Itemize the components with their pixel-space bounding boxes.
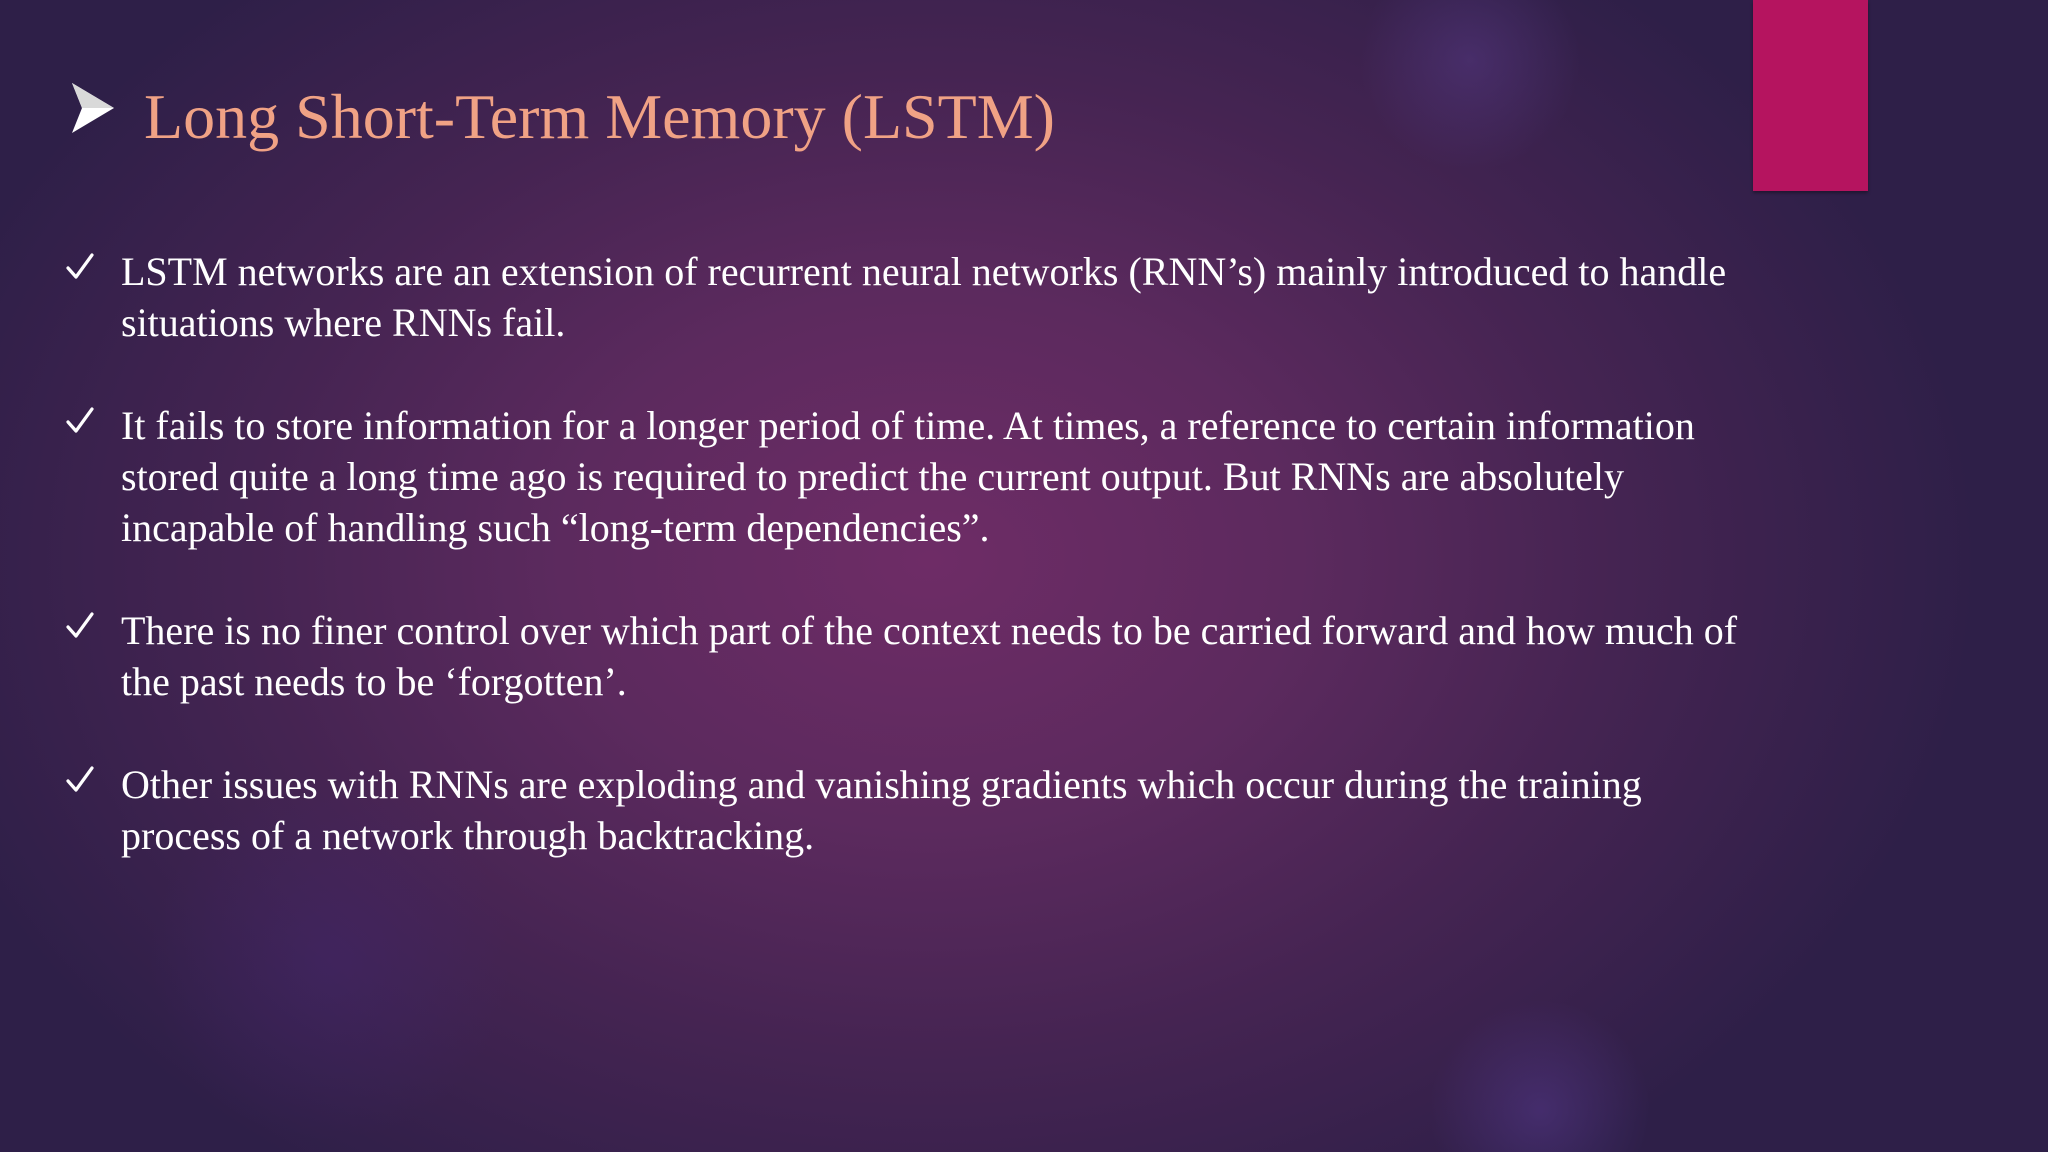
accent-bar [1753,0,1868,191]
title-row [70,72,1055,162]
checkmark-icon [65,406,95,436]
bullet-item [65,400,1745,553]
bullet-list [65,246,1745,913]
checkmark-icon [65,611,95,641]
bullet-item [65,246,1745,348]
bullet-text: Other issues with RNNs are exploding and vanishing gradients which occur during the training process of a network through backtracking. [121,762,1642,858]
checkmark-icon [65,765,95,795]
bullet-item [65,605,1745,707]
checkmark-icon [65,252,95,282]
bullet-text: It fails to store information for a longer period of time. At times, a reference to certain information stored quite a long time ago is required to predict the current output. But RNNs are absolutely incapable of handling such “long-term dependencies”. [121,403,1695,550]
arrow-bullet-icon [70,79,116,137]
bullet-text: There is no finer control over which part of the context needs to be carried forward and how much of the past needs to be ‘forgotten’. [121,608,1738,704]
slide-title: Long Short-Term Memory (LSTM) [144,81,1055,152]
bullet-item [65,759,1745,861]
bullet-text: LSTM networks are an extension of recurrent neural networks (RNN’s) mainly introduced to handle situations where RNNs fail. [121,249,1727,345]
